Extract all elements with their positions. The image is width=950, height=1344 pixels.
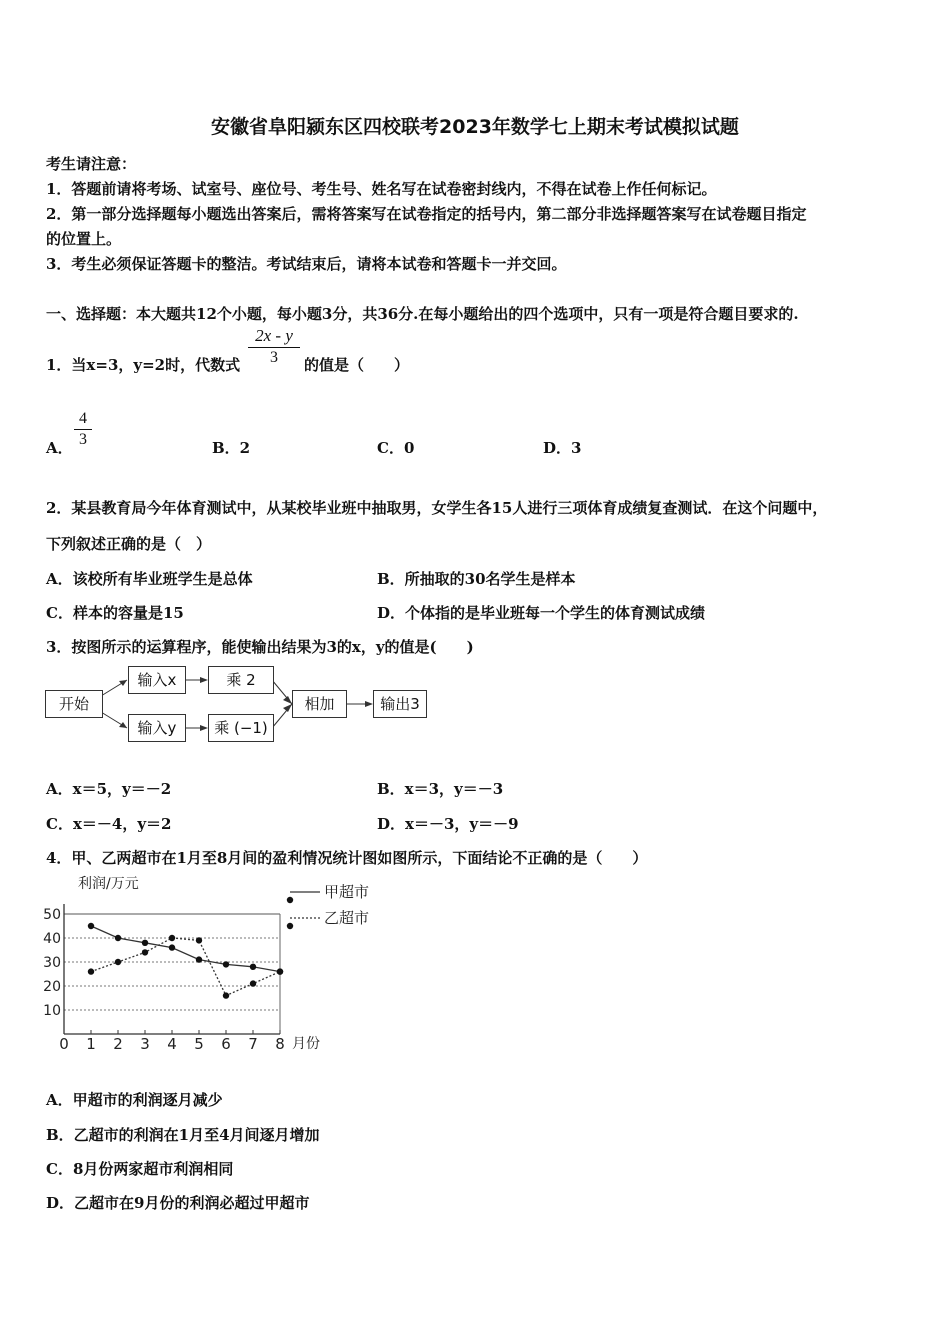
q1-expression xyxy=(248,326,300,367)
x-tick-label: 3 xyxy=(140,1035,150,1053)
q4-option-c: C．8月份两家超市利润相同 xyxy=(46,1160,234,1178)
q1-expr-denominator: 3 xyxy=(270,349,278,366)
legend-marker xyxy=(287,897,293,903)
data-point xyxy=(88,923,94,929)
data-point xyxy=(115,935,121,941)
y-tick-label: 40 xyxy=(43,931,61,947)
profit-line-chart xyxy=(40,870,400,1060)
data-point xyxy=(250,980,256,986)
q2-option-a: A．该校所有毕业班学生是总体 xyxy=(46,570,253,588)
q1-option-c: C．0 xyxy=(377,439,415,457)
data-point xyxy=(142,940,148,946)
q1-option-a-fraction xyxy=(74,410,92,449)
arrow-head xyxy=(365,701,373,707)
q4-stem: 4．甲、乙两超市在1月至8月间的盈利情况统计图如图所示，下面结论不正确的是（ ） xyxy=(46,849,648,867)
q2-option-b: B．所抽取的30名学生是样本 xyxy=(377,570,576,588)
legend-label: 乙超市 xyxy=(324,909,370,927)
data-point xyxy=(196,937,202,943)
q1-option-a-denominator: 3 xyxy=(79,431,87,448)
data-point xyxy=(277,968,283,974)
flow-multiply-neg1: 乘 (−1) xyxy=(208,714,274,742)
section-heading: 一、选择题：本大题共12个小题，每小题3分，共36分.在每小题给出的四个选项中，只有一项是符合题目要求的. xyxy=(46,305,799,323)
y-axis-label: 利润/万元 xyxy=(78,876,139,892)
notice-item-2-cont: 的位置上。 xyxy=(46,230,122,248)
flow-input-y: 输入y xyxy=(128,714,186,742)
arrow-head xyxy=(200,725,208,731)
q4-option-d: D．乙超市在9月份的利润必超过甲超市 xyxy=(46,1194,310,1212)
q4-option-b: B．乙超市的利润在1月至4月间逐月增加 xyxy=(46,1126,320,1144)
q3-option-d: D．x＝－3，y＝－9 xyxy=(377,815,519,833)
arrow-head xyxy=(283,704,292,712)
flow-add: 相加 xyxy=(292,690,347,718)
q1-option-a-numerator: 4 xyxy=(79,410,87,427)
data-point xyxy=(142,949,148,955)
q2-stem-line1: 2．某县教育局今年体育测试中，从某校毕业班中抽取男，女学生各15人进行三项体育成绩复查测试．在这个问题中， xyxy=(46,499,828,517)
x-tick-label: 1 xyxy=(86,1035,96,1053)
q2-option-c: C．样本的容量是15 xyxy=(46,604,184,622)
data-point xyxy=(196,956,202,962)
notice-heading: 考生请注意： xyxy=(46,155,137,173)
page-title: 安徽省阜阳颍东区四校联考2023年数学七上期末考试模拟试题 xyxy=(211,116,739,138)
x-tick-label: 0 xyxy=(59,1035,69,1053)
flow-output: 输出3 xyxy=(373,690,427,718)
arrow-head xyxy=(200,677,208,683)
flow-start: 开始 xyxy=(45,690,103,718)
q1-stem-end: 的值是（ ） xyxy=(304,356,410,374)
data-point xyxy=(169,944,175,950)
q1-option-b: B．2 xyxy=(212,439,251,457)
arrow-head xyxy=(119,722,127,728)
x-tick-label: 2 xyxy=(113,1035,123,1053)
flow-multiply-2: 乘 2 xyxy=(208,666,274,694)
q1-stem: 1．当x=3，y=2时，代数式 xyxy=(46,356,241,374)
notice-item-2: 2．第一部分选择题每小题选出答案后，需将答案写在试卷指定的括号内，第二部分非选择题答案写在试卷题目指定 xyxy=(46,205,807,223)
x-axis-label: 月份 xyxy=(292,1036,320,1052)
q1-option-a-label: A． xyxy=(46,439,73,457)
q2-option-d: D．个体指的是毕业班每一个学生的体育测试成绩 xyxy=(377,604,706,622)
y-tick-label: 50 xyxy=(43,907,61,923)
q3-option-b: B．x＝3，y＝－3 xyxy=(377,780,504,798)
arrow-head xyxy=(119,680,127,686)
q1-option-d: D．3 xyxy=(543,439,582,457)
chart-ticks xyxy=(43,907,285,1053)
y-tick-label: 10 xyxy=(43,1003,61,1019)
q3-option-a: A．x＝5，y＝－2 xyxy=(46,780,172,798)
q1-expr-numerator: 2x - y xyxy=(255,326,293,345)
fraction-bar xyxy=(248,347,300,348)
q2-stem-line2: 下列叙述正确的是（ ） xyxy=(46,535,212,553)
arrow-head xyxy=(283,696,292,704)
chart-points xyxy=(88,923,283,999)
data-point xyxy=(250,964,256,970)
q3-option-c: C．x＝－4，y＝2 xyxy=(46,815,172,833)
fraction-bar xyxy=(74,429,92,430)
q3-stem: 3．按图所示的运算程序，能使输出结果为3的x，y的值是( ) xyxy=(46,638,474,656)
data-point xyxy=(169,935,175,941)
y-tick-label: 20 xyxy=(43,979,61,995)
legend-label: 甲超市 xyxy=(324,883,370,901)
x-tick-label: 6 xyxy=(221,1035,231,1053)
x-tick-label: 8 xyxy=(275,1035,285,1053)
flow-input-x: 输入x xyxy=(128,666,186,694)
x-tick-label: 5 xyxy=(194,1035,204,1053)
x-tick-label: 4 xyxy=(167,1035,177,1053)
y-tick-label: 30 xyxy=(43,955,61,971)
notice-item-1: 1．答题前请将考场、试室号、座位号、考生号、姓名写在试卷密封线内，不得在试卷上作任何标记。 xyxy=(46,180,717,198)
data-point xyxy=(115,959,121,965)
q4-option-a: A．甲超市的利润逐月减少 xyxy=(46,1091,223,1109)
data-point xyxy=(223,961,229,967)
data-point xyxy=(223,992,229,998)
chart-legend xyxy=(287,883,369,929)
x-tick-label: 7 xyxy=(248,1035,258,1053)
data-point xyxy=(88,968,94,974)
notice-item-3: 3．考生必须保证答题卡的整洁。考试结束后，请将本试卷和答题卡一并交回。 xyxy=(46,255,567,273)
legend-marker xyxy=(287,923,293,929)
